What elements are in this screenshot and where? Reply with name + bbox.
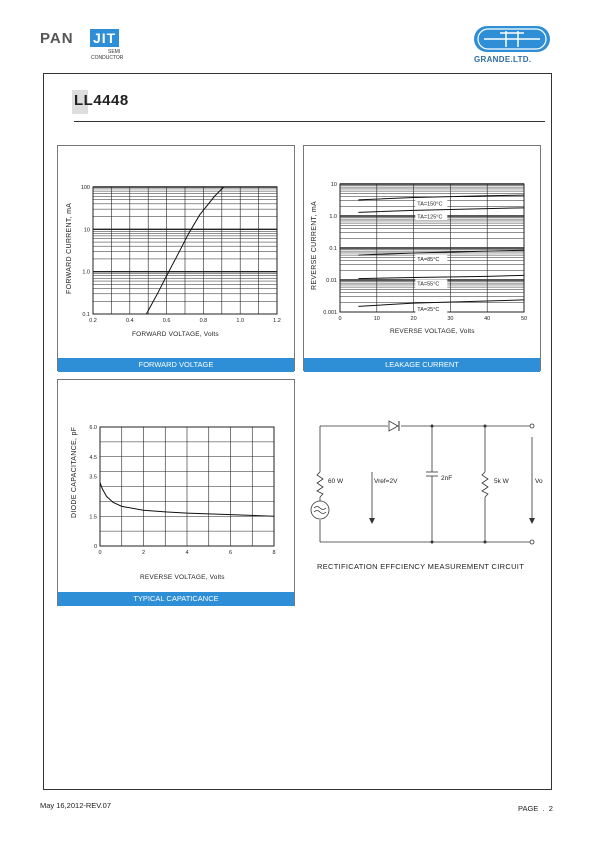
x-tick-label: 8 [272,550,276,556]
logo-sub2: CONDUCTOR [91,55,124,61]
x-tick-label: 10 [373,316,380,322]
forward-ylabel: FORWARD CURRENT, mA [66,202,73,294]
series-label: TA=150°C [417,201,443,208]
y-tick-label: 0.01 [326,278,337,284]
terminal-bottom-icon [530,540,534,544]
logo-pan-text: PAN [40,30,74,47]
capacitance-ylabel: DIODE CAPACITANCE, pF [71,426,78,518]
series-line [358,195,524,200]
x-tick-label: 0.2 [89,318,97,324]
x-tick-label: 40 [484,316,491,322]
x-tick-label: 20 [410,316,417,322]
circuit-label-cap: 2nF [441,475,453,482]
circuit-label-vref: Vref=2V [374,478,398,485]
y-tick-label: 4.5 [89,454,97,461]
logo-jit-text: JIT [90,29,119,47]
logo-sub1: SEMI [108,49,121,55]
leakage-ylabel: REVERSE CURRENT, mA [311,201,318,290]
y-tick-label: 0.1 [82,312,90,318]
y-tick-label: 0.1 [329,246,337,252]
leakage-xlabel: REVERSE VOLTAGE, Volts [390,328,475,335]
grande-logo [470,24,555,66]
circuit-title: RECTIFICATION EFFCIENCY MEASUREMENT CIRCUIT [317,562,525,571]
capacitance-caption: TYPICAL CAPATICANCE [58,592,294,606]
ac-source-icon [311,501,329,519]
resistor-60-icon [317,472,323,497]
grande-logo-text: GRANDE.LTD. [474,55,532,64]
circuit-label-r1: 60 W [328,478,344,485]
x-tick-label: 0.8 [199,318,208,324]
y-tick-label: 100 [80,185,90,191]
series-label: TA=125°C [417,214,443,221]
y-tick-label: 10 [83,227,90,234]
x-tick-label: 4 [185,550,189,556]
leakage-caption: LEAKAGE CURRENT [304,358,540,372]
circuit-label-vo: Vo [535,478,543,485]
series-label: TA=85°C [417,256,440,263]
footer-page: PAGE . 2 [518,804,553,813]
forward-xlabel: FORWARD VOLTAGE, Volts [132,331,219,338]
page-title: LL4448 [74,92,129,109]
y-tick-label: 1.5 [89,514,97,521]
x-tick-label: 1.0 [236,318,245,324]
footer-date: May 16,2012-REV.07 [40,801,112,810]
y-tick-label: 1.0 [82,269,90,276]
panjit-logo [40,28,130,68]
y-tick-label: 3.5 [89,474,97,481]
circuit-label-r2: 5k W [494,478,509,485]
x-tick-label: 0.6 [162,318,171,324]
forward-caption: FORWARD VOLTAGE [58,358,294,372]
title-rule [74,121,545,122]
vo-arrowhead [529,518,535,524]
x-tick-label: 2 [141,550,146,556]
x-tick-label: 0.4 [125,318,134,324]
series-label: TA=25°C [417,307,440,314]
x-tick-label: 0 [98,550,102,556]
series-line [358,275,524,278]
x-tick-label: 50 [520,316,528,322]
y-tick-label: 0.001 [323,310,337,316]
resistor-5k-icon [482,472,488,497]
x-tick-label: 0 [338,316,342,322]
y-tick-label: 1.0 [329,214,337,220]
capacitance-chart [57,379,295,606]
y-tick-label: 6.0 [89,425,97,431]
diode-icon [389,421,399,431]
terminal-top-icon [530,424,534,428]
series-line [358,208,524,213]
x-tick-label: 30 [447,316,454,322]
x-tick-label: 6 [228,550,233,556]
x-tick-label: 1.2 [273,318,281,324]
capacitance-xlabel: REVERSE VOLTAGE, Volts [140,574,225,581]
vref-arrowhead [369,518,375,524]
series-label: TA=55°C [417,281,440,288]
y-tick-label: 0 [93,544,97,550]
leakage-chart [303,145,541,371]
y-tick-label: 10 [330,182,337,188]
